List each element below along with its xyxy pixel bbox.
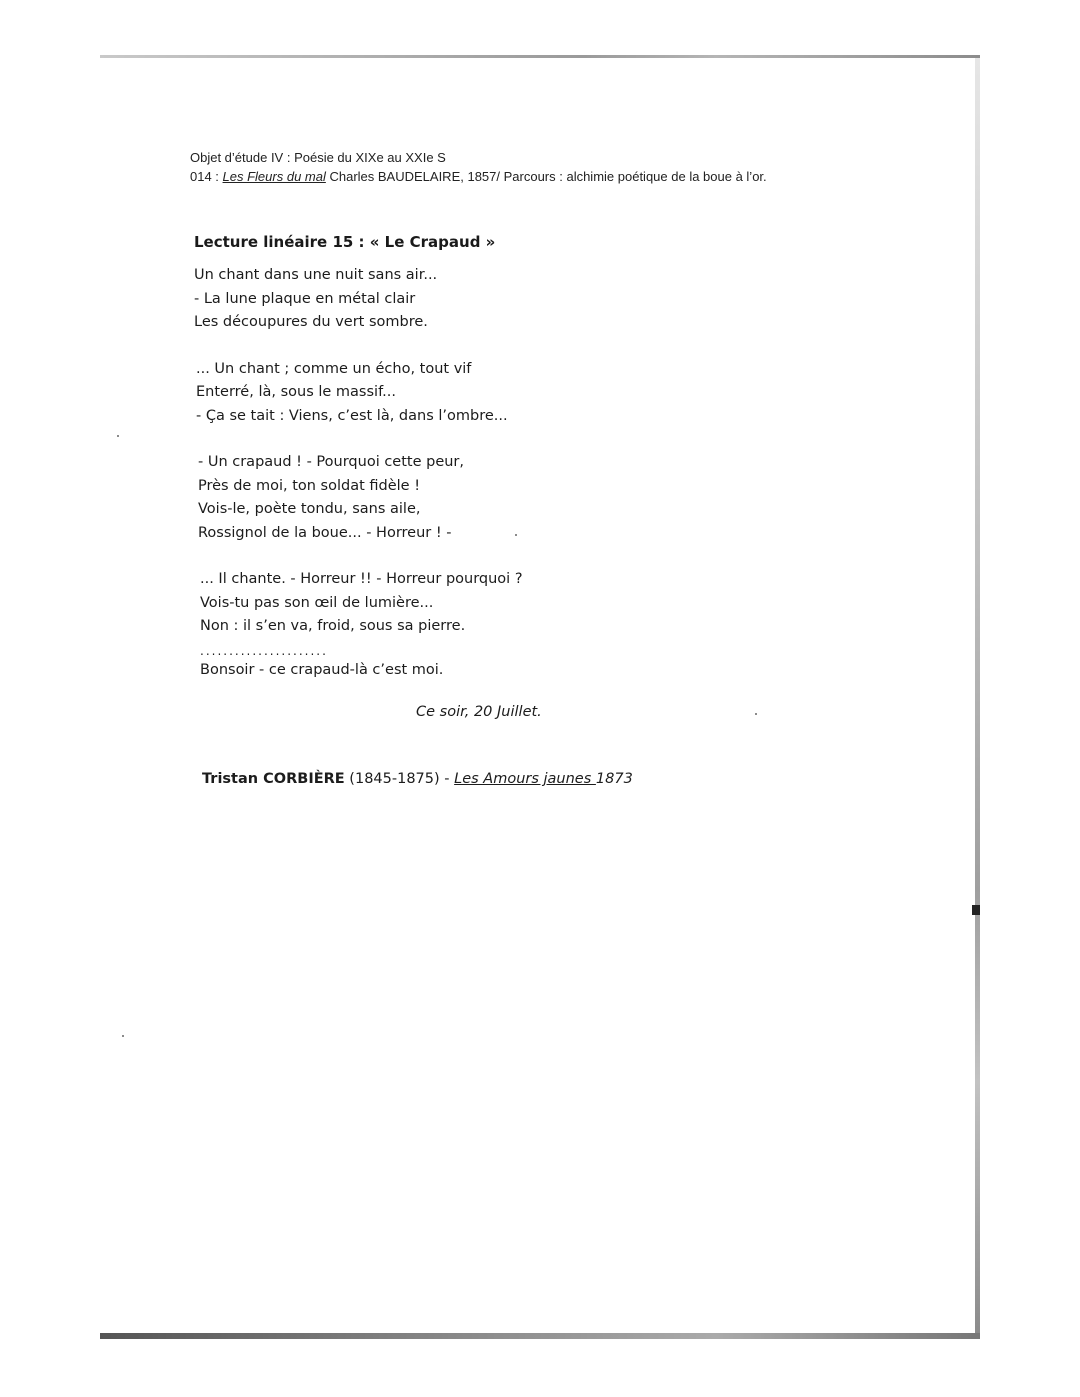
stanza-2	[196, 358, 794, 429]
document-header	[190, 148, 890, 186]
verse: Vois-le, poète tondu, sans aile,	[198, 501, 421, 517]
author-dates: (1845-1875) -	[344, 771, 455, 787]
header-line-1: Objet d’étude IV : Poésie du XIXe au XXIe S	[190, 150, 446, 165]
verse: ... Il chante. - Horreur !! - Horreur pourquoi ?	[200, 571, 523, 587]
collection-title: Les Amours jaunes	[454, 771, 596, 787]
header-line-2	[190, 167, 890, 186]
verse: Vois-tu pas son œil de lumière...	[200, 594, 434, 611]
stanza-separator: ......................	[200, 643, 328, 658]
verse: Enterré, là, sous le massif...	[196, 384, 396, 400]
page-edge-bottom	[100, 1333, 980, 1339]
verse: Un chant dans une nuit sans air...	[194, 267, 438, 283]
verse: Près de moi, ton soldat fidèle !	[198, 477, 421, 494]
poem	[194, 264, 794, 682]
verse: - Un crapaud ! - Pourquoi cette peur,	[198, 454, 465, 470]
scan-speck	[755, 713, 757, 715]
poem-date: Ce soir, 20 Juillet.	[416, 704, 542, 720]
verse: ... Un chant ; comme un écho, tout vif	[196, 360, 472, 377]
verse: Rossignol de la boue... - Horreur ! -	[198, 524, 452, 541]
page-edge-right	[975, 58, 980, 1338]
scan-speck	[122, 1035, 124, 1037]
header-work-title: Les Fleurs du mal	[222, 169, 326, 184]
stanza-4	[200, 568, 794, 639]
header-prefix: 014 :	[190, 169, 223, 184]
page-edge-mark	[972, 905, 980, 915]
header-rest: Charles BAUDELAIRE, 1857/ Parcours : alchimie poétique de la boue à l’or.	[325, 169, 767, 184]
collection-year: 1873	[595, 771, 633, 787]
lecture-title: Lecture linéaire 15 : « Le Crapaud »	[194, 233, 496, 251]
verse: Les découpures du vert sombre.	[194, 314, 428, 330]
author-attribution	[202, 771, 633, 787]
verse: - La lune plaque en métal clair	[194, 290, 416, 307]
verse: Non : il s’en va, froid, sous sa pierre.	[200, 618, 466, 634]
verse: - Ça se tait : Viens, c’est là, dans l’ombre...	[196, 407, 508, 424]
page-edge-top	[100, 55, 980, 58]
scan-speck	[117, 435, 119, 437]
poem-last-line: Bonsoir - ce crapaud-là c’est moi.	[200, 661, 444, 678]
stanza-3	[198, 451, 794, 545]
stanza-1	[194, 264, 794, 335]
author-name: Tristan CORBIÈRE	[202, 771, 345, 787]
